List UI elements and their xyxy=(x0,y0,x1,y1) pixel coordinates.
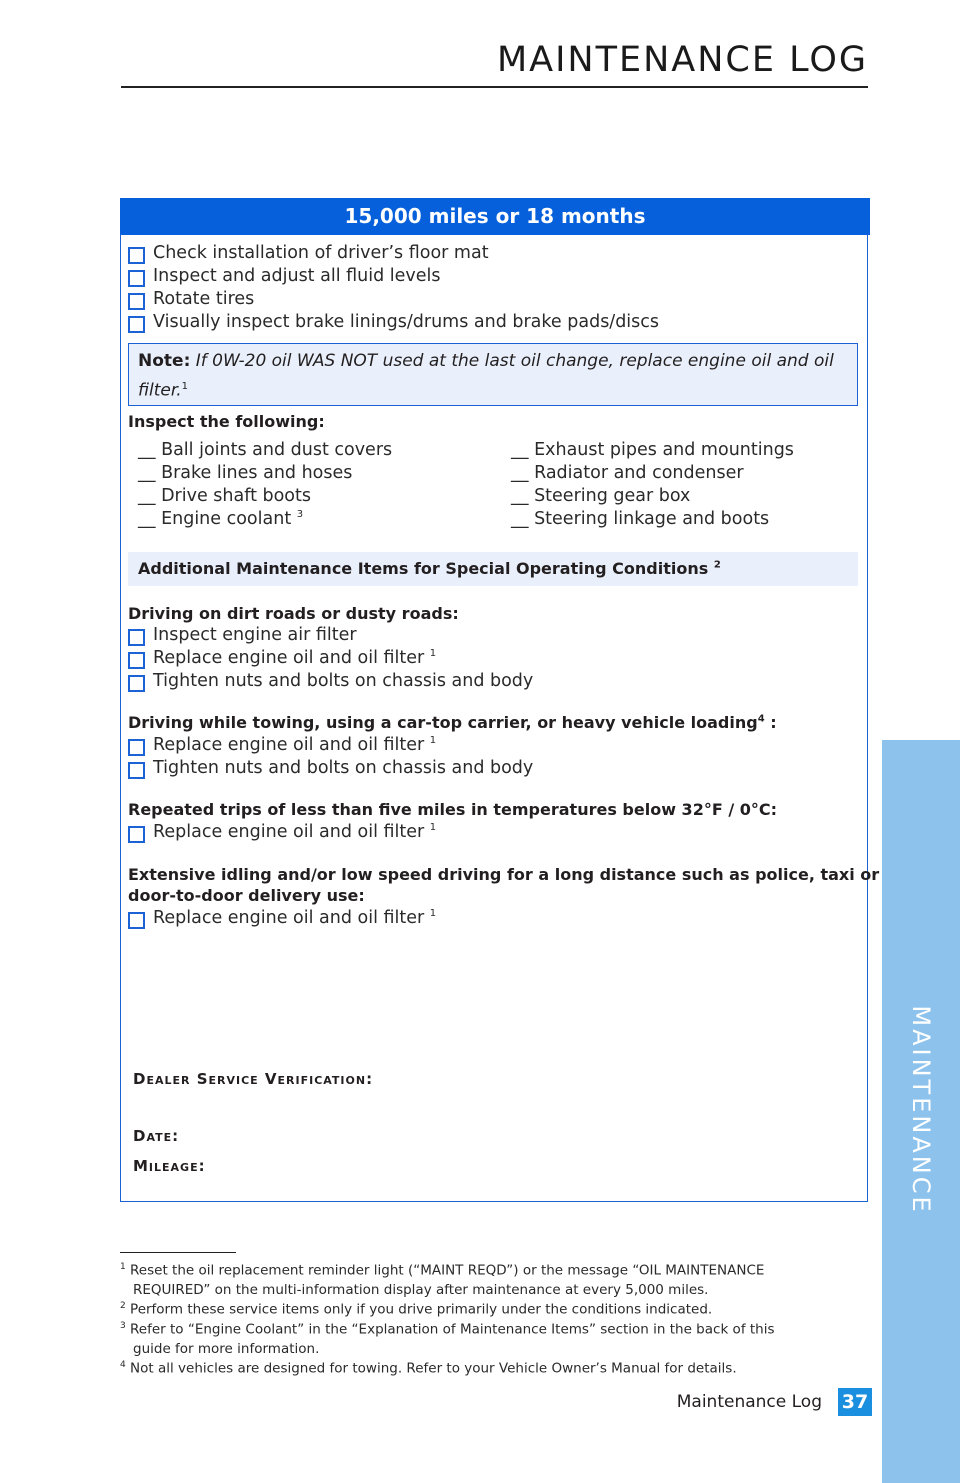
checklist-item: Replace engine oil and oil filter $^1$ xyxy=(153,648,437,668)
dirt-heading: Driving on dirt roads or dusty roads: xyxy=(128,604,459,623)
footnote-rule xyxy=(120,1252,236,1253)
checklist-item: Inspect and adjust all fluid levels xyxy=(153,266,441,286)
date-label: Date: xyxy=(133,1127,180,1145)
inspect-item: __ Drive shaft boots xyxy=(138,486,311,506)
checkbox[interactable] xyxy=(128,247,145,264)
inspect-item: __ Ball joints and dust covers xyxy=(138,440,393,460)
inspect-item: __ Steering linkage and boots xyxy=(511,509,770,529)
checklist-item: Replace engine oil and oil filter $^1$ xyxy=(153,822,437,842)
side-tab-label: MAINTENANCE xyxy=(907,1005,935,1215)
mileage-label: Mileage: xyxy=(133,1157,206,1175)
checklist-item: Rotate tires xyxy=(153,289,255,309)
checkbox[interactable] xyxy=(128,293,145,310)
checklist-item: Replace engine oil and oil filter $^1$ xyxy=(153,735,437,755)
idling-heading-line2: door-to-door delivery use: xyxy=(128,886,365,905)
dealer-verification-label: Dealer Service Verification: xyxy=(133,1070,374,1088)
footnote: $^4$ Not all vehicles are designed for towing. Refer to your Vehicle Owner’s Manual for details. xyxy=(120,1360,737,1377)
checkbox[interactable] xyxy=(128,316,145,333)
short-trips-heading: Repeated trips of less than five miles in temperatures below 32°F / 0°C: xyxy=(128,800,778,819)
checklist-item: Replace engine oil and oil filter $^1$ xyxy=(153,908,437,928)
idling-heading-line1: Extensive idling and/or low speed driving for a long distance such as police, taxi or xyxy=(128,865,880,884)
checkbox[interactable] xyxy=(128,762,145,779)
checkbox[interactable] xyxy=(128,826,145,843)
footnote: $^1$ Reset the oil replacement reminder light (“MAINT REQD”) or the message “OIL MAINTENANCE xyxy=(120,1262,765,1279)
inspect-heading: Inspect the following: xyxy=(128,412,325,431)
checklist-item: Tighten nuts and bolts on chassis and body xyxy=(153,758,534,778)
footnote-cont: REQUIRED” on the multi-information display after maintenance at every 5,000 miles. xyxy=(133,1282,709,1298)
checkbox[interactable] xyxy=(128,629,145,646)
footer-label: Maintenance Log xyxy=(676,1392,822,1412)
checklist-item: Visually inspect brake linings/drums and brake pads/discs xyxy=(153,312,660,332)
inspect-item: __ Radiator and condenser xyxy=(511,463,744,483)
inspect-item: __ Exhaust pipes and mountings xyxy=(511,440,794,460)
page-title: MAINTENANCE LOG xyxy=(496,40,868,80)
checklist-item: Inspect engine air filter xyxy=(153,625,357,645)
title-rule xyxy=(121,86,868,88)
note-text: Note: If 0W-20 oil WAS NOT used at the last oil change, replace engine oil and oil filter.$^1$ xyxy=(138,351,834,401)
checklist-item: Tighten nuts and bolts on chassis and body xyxy=(153,671,534,691)
checkbox[interactable] xyxy=(128,912,145,929)
box-header: 15,000 miles or 18 months xyxy=(120,198,870,235)
checkbox[interactable] xyxy=(128,652,145,669)
footnote: $^3$ Refer to “Engine Coolant” in the “Explanation of Maintenance Items” section in the back of this xyxy=(120,1321,775,1338)
towing-heading: Driving while towing, using a car-top carrier, or heavy vehicle loading$^4$ : xyxy=(128,713,777,732)
checklist-item: Check installation of driver’s floor mat xyxy=(153,243,489,263)
inspect-item: __ Engine coolant $^3$ xyxy=(138,509,304,529)
additional-heading: Additional Maintenance Items for Special Operating Conditions $^2$ xyxy=(138,559,721,578)
checkbox[interactable] xyxy=(128,675,145,692)
inspect-item: __ Steering gear box xyxy=(511,486,691,506)
checkbox[interactable] xyxy=(128,739,145,756)
footnote: $^2$ Perform these service items only if you drive primarily under the conditions indicated. xyxy=(120,1301,713,1318)
inspect-item: __ Brake lines and hoses xyxy=(138,463,353,483)
footnote-cont: guide for more information. xyxy=(133,1341,320,1357)
checkbox[interactable] xyxy=(128,270,145,287)
page-number: 37 xyxy=(838,1388,872,1416)
